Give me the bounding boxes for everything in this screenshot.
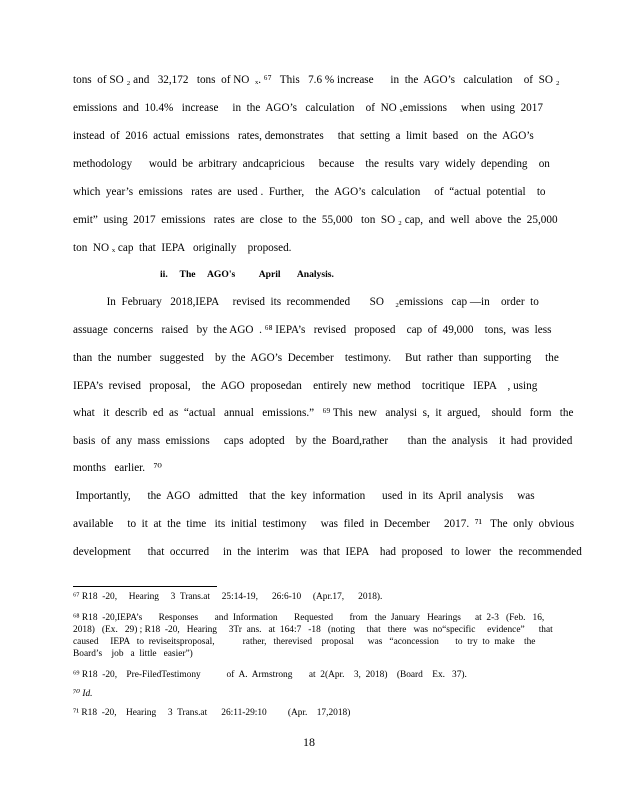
page-number: 18 xyxy=(303,735,315,749)
body-line: ton NO ₓ cap that IEPA originally proposed. xyxy=(73,242,292,254)
body-line: IEPA’s revised proposal, the AGO proposedan entirely new method tocritique IEPA , using xyxy=(73,380,538,392)
footnote-67: ⁶⁷ R18 -20, Hearing 3 Trans.at 25:14-19, 26:6-10 (Apr.17, 2018). xyxy=(73,592,383,602)
footnote-69: ⁶⁹ R18 -20, Pre-FiledTestimony of A. Armstrong at 2(Apr. 3, 2018) (Board Ex. 37). xyxy=(73,670,467,680)
body-line: months earlier. ⁷⁰ xyxy=(73,462,162,474)
body-line: Importantly, the AGO admitted that the key information used in its April analysis was xyxy=(73,490,535,502)
body-line: instead of 2016 actual emissions rates, demonstrates that setting a limit based on the AGO’s xyxy=(73,130,534,142)
body-line: emissions and 10.4% increase in the AGO’s calculation of NO ₓemissions when using 2017 xyxy=(73,102,543,114)
body-line: development that occurred in the interim was that IEPA had proposed to lower the recommended xyxy=(73,546,582,558)
footnote-71: ⁷¹ R18 -20, Hearing 3 Trans.at 26:11-29:10 (Apr. 17,2018) xyxy=(73,708,351,718)
body-line: assuage concerns raised by the AGO . ⁶⁸ IEPA’s revised proposed cap of 49,000 tons, was less xyxy=(73,324,552,336)
body-line: what it describ ed as “actual annual emissions.” ⁶⁹ This new analysi s, it argued, should form the xyxy=(73,407,574,419)
body-line: available to it at the time its initial testimony was filed in December 2017. ⁷¹ The only obvious xyxy=(73,518,575,530)
section-heading: ii. The AGO's April Analysis. xyxy=(160,269,334,280)
body-line: basis of any mass emissions caps adopted by the Board,rather than the analysis it had provided xyxy=(73,435,573,447)
body-line: than the number suggested by the AGO’s December testimony. But rather than supporting the xyxy=(73,352,559,364)
body-line: In February 2018,IEPA revised its recommended SO ₂emissions cap —in order to xyxy=(73,296,539,308)
body-line: emit” using 2017 emissions rates are close to the 55,000 ton SO ₂ cap, and well above the 25,000 xyxy=(73,214,558,226)
footnote-68-line: Board’s job a little easier”) xyxy=(73,649,193,659)
body-line: methodology would be arbitrary andcapricious because the results vary widely depending on xyxy=(73,158,550,170)
footnote-separator xyxy=(73,586,217,587)
footnote-68-line: 2018) (Ex. 29) ; R18 -20, Hearing 3Tr ans. at 164:7 -18 (noting that there was no“specific evidence” that xyxy=(73,625,553,635)
footnote-68-line: ⁶⁸ R18 -20,IEPA’s Responses and Information Requested from the January Hearings at 2-3 (Feb. 16, xyxy=(73,613,545,623)
body-line: which year’s emissions rates are used . Further, the AGO’s calculation of “actual potential to xyxy=(73,186,546,198)
footnote-68-line: caused IEPA to reviseitsproposal, rather, therevised proposal was “aconcession to try to make the xyxy=(73,637,536,647)
footnote-70: ⁷⁰ Id. xyxy=(73,689,93,699)
body-line: tons of SO ₂ and 32,172 tons of NO ₓ. ⁶⁷ This 7.6 % increase in the AGO’s calculation of SO ₂ xyxy=(73,74,560,86)
